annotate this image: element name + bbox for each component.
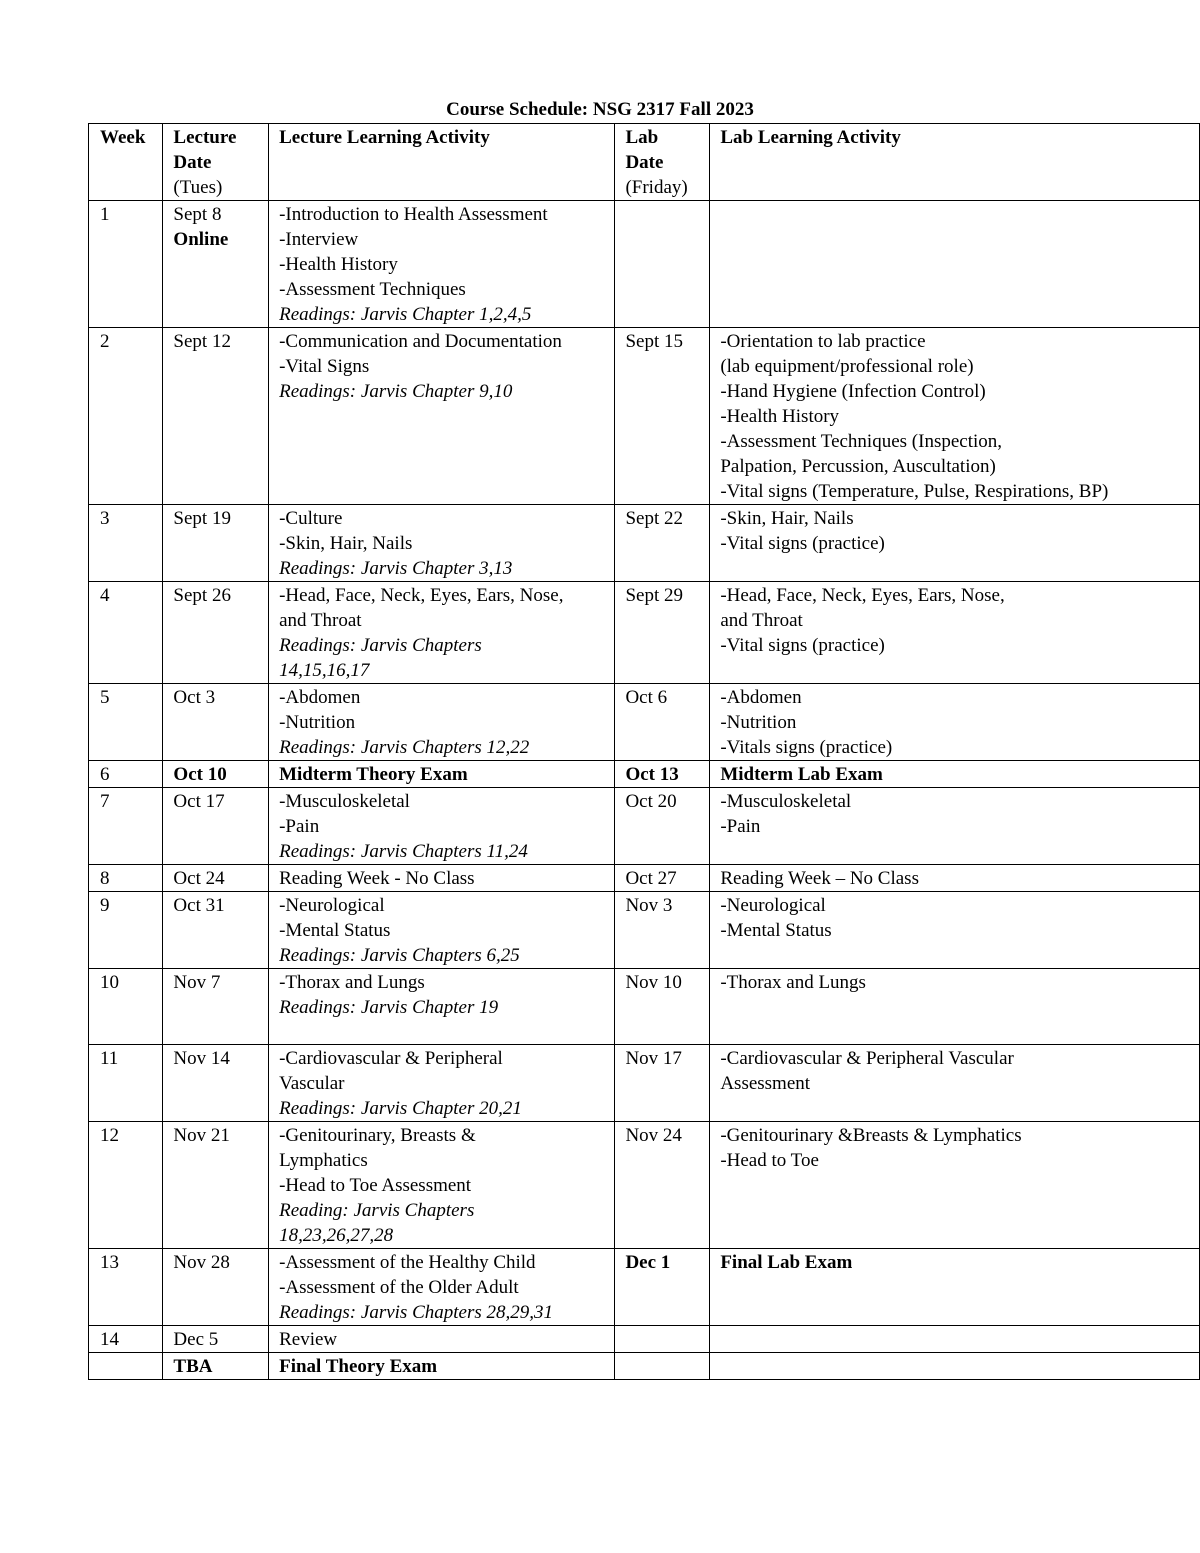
- lecture-date-cell: [163, 1353, 269, 1380]
- lab-activity-line: -Head, Face, Neck, Eyes, Ears, Nose,: [720, 585, 1005, 606]
- lab-activity-cell: [710, 761, 1200, 788]
- week-cell: [89, 892, 163, 969]
- table-row: [89, 788, 1200, 865]
- lecture-date-cell: [163, 582, 269, 684]
- week-number: 8: [100, 868, 110, 889]
- lab-activity-cell: [710, 892, 1200, 969]
- lecture-activity-cell: [269, 328, 615, 505]
- lecture-activity-line: -Nutrition: [279, 712, 356, 733]
- lecture-activity-cell: [269, 892, 615, 969]
- lab-date-line: Oct 6: [625, 687, 668, 708]
- lecture-date-line: Sept 19: [173, 508, 231, 529]
- lecture-date-line: Nov 14: [173, 1048, 230, 1069]
- lecture-activity-line: Reading Week - No Class: [279, 868, 475, 889]
- header-week: [89, 124, 163, 201]
- lecture-activity-line: -Vital Signs: [279, 356, 370, 377]
- lab-activity-line: -Health History: [720, 406, 840, 427]
- table-row: [89, 505, 1200, 582]
- lecture-activity-cell: [269, 582, 615, 684]
- lab-date-cell: [615, 761, 710, 788]
- lecture-date-cell: [163, 1045, 269, 1122]
- week-number: 6: [100, 764, 110, 785]
- table-row: [89, 684, 1200, 761]
- lecture-activity-line: -Assessment Techniques: [279, 279, 466, 300]
- lecture-activity-line: -Pain: [279, 816, 320, 837]
- lab-activity-line: -Nutrition: [720, 712, 797, 733]
- lab-date-line: Sept 22: [625, 508, 683, 529]
- lab-date-cell: [615, 788, 710, 865]
- lab-activity-line: -Skin, Hair, Nails: [720, 508, 854, 529]
- lecture-activity-line: -Neurological: [279, 895, 385, 916]
- lab-date-cell: [615, 328, 710, 505]
- schedule-body: [89, 201, 1200, 1380]
- schedule-table: [88, 123, 1200, 1380]
- lecture-activity-line: Final Theory Exam: [279, 1356, 438, 1377]
- header-lecture-date-line: Date: [173, 152, 212, 173]
- lecture-activity-cell: [269, 788, 615, 865]
- lab-date-cell: [615, 1249, 710, 1326]
- lecture-date-cell: [163, 969, 269, 1045]
- week-cell: [89, 1045, 163, 1122]
- lecture-activity-line: -Introduction to Health Assessment: [279, 204, 548, 225]
- lecture-activity-line: -Health History: [279, 254, 398, 275]
- lab-date-line: Oct 20: [625, 791, 677, 812]
- lecture-activity-cell: [269, 505, 615, 582]
- table-row: [89, 328, 1200, 505]
- lecture-date-line: Online: [173, 229, 229, 250]
- lab-date-line: Nov 3: [625, 895, 673, 916]
- lab-date-line: Sept 29: [625, 585, 683, 606]
- week-number: 5: [100, 687, 110, 708]
- lab-date-cell: [615, 684, 710, 761]
- lab-activity-cell: [710, 969, 1200, 1045]
- lecture-activity-cell: [269, 1353, 615, 1380]
- week-cell: [89, 761, 163, 788]
- lecture-activity-cell: [269, 1122, 615, 1249]
- lecture-activity-line: -Communication and Documentation: [279, 331, 562, 352]
- lecture-activity-line: -Mental Status: [279, 920, 391, 941]
- table-row: [89, 761, 1200, 788]
- header-lab-activity-text: Lab Learning Activity: [720, 127, 901, 148]
- lecture-activity-line: Readings: Jarvis Chapters: [279, 635, 482, 656]
- lab-date-line: Nov 17: [625, 1048, 682, 1069]
- lab-activity-cell: [710, 1353, 1200, 1380]
- lab-activity-cell: [710, 684, 1200, 761]
- lecture-activity-cell: [269, 969, 615, 1045]
- lab-date-line: Nov 24: [625, 1125, 682, 1146]
- lecture-activity-cell: [269, 1045, 615, 1122]
- lecture-activity-line: Readings: Jarvis Chapter 20,21: [279, 1098, 522, 1119]
- lecture-date-line: Oct 24: [173, 868, 225, 889]
- lecture-activity-line: 18,23,26,27,28: [279, 1225, 394, 1246]
- week-number: 4: [100, 585, 110, 606]
- lab-activity-cell: [710, 1122, 1200, 1249]
- lecture-activity-line: 14,15,16,17: [279, 660, 370, 681]
- week-cell: [89, 328, 163, 505]
- lecture-date-line: Nov 21: [173, 1125, 230, 1146]
- lab-activity-line: -Pain: [720, 816, 761, 837]
- header-lab-date-line: (Friday): [625, 177, 688, 198]
- lecture-date-line: Oct 10: [173, 764, 227, 785]
- lab-activity-line: -Vital signs (practice): [720, 533, 885, 554]
- lab-activity-cell: [710, 1249, 1200, 1326]
- lab-activity-cell: [710, 1326, 1200, 1353]
- lab-date-cell: [615, 865, 710, 892]
- lecture-activity-line: Readings: Jarvis Chapters 6,25: [279, 945, 520, 966]
- week-number: 14: [100, 1329, 119, 1350]
- lecture-date-cell: [163, 1122, 269, 1249]
- week-cell: [89, 788, 163, 865]
- lab-activity-line: Palpation, Percussion, Auscultation): [720, 456, 996, 477]
- table-row: [89, 969, 1200, 1045]
- lecture-activity-line: Readings: Jarvis Chapter 9,10: [279, 381, 513, 402]
- lecture-activity-line: -Cardiovascular & Peripheral: [279, 1048, 503, 1069]
- lecture-activity-line: Readings: Jarvis Chapter 3,13: [279, 558, 513, 579]
- lab-date-line: Oct 27: [625, 868, 677, 889]
- header-week-text: Week: [100, 127, 146, 148]
- lecture-activity-cell: [269, 761, 615, 788]
- header-lab-date-line: Date: [625, 152, 664, 173]
- lab-activity-cell: [710, 328, 1200, 505]
- week-cell: [89, 865, 163, 892]
- lab-activity-line: Reading Week – No Class: [720, 868, 919, 889]
- lab-activity-line: -Abdomen: [720, 687, 802, 708]
- header-lecture-activity-text: Lecture Learning Activity: [279, 127, 490, 148]
- table-row: [89, 1353, 1200, 1380]
- header-lecture-activity: [269, 124, 615, 201]
- lecture-activity-cell: [269, 684, 615, 761]
- lab-activity-line: Midterm Lab Exam: [720, 764, 883, 785]
- lab-activity-line: -Vital signs (Temperature, Pulse, Respirations, BP): [720, 481, 1109, 502]
- lecture-date-line: Dec 5: [173, 1329, 219, 1350]
- lecture-activity-cell: [269, 865, 615, 892]
- lab-date-cell: [615, 201, 710, 328]
- lecture-activity-line: Lymphatics: [279, 1150, 368, 1171]
- lab-activity-line: -Hand Hygiene (Infection Control): [720, 381, 986, 402]
- week-number: 9: [100, 895, 110, 916]
- lab-date-cell: [615, 582, 710, 684]
- lab-date-cell: [615, 969, 710, 1045]
- lab-activity-line: Assessment: [720, 1073, 811, 1094]
- week-number: 13: [100, 1252, 119, 1273]
- week-cell: [89, 1122, 163, 1249]
- header-lecture-date-line: (Tues): [173, 177, 223, 198]
- lecture-activity-line: Vascular: [279, 1073, 345, 1094]
- lecture-activity-line: -Musculoskeletal: [279, 791, 410, 812]
- week-cell: [89, 969, 163, 1045]
- header-lab-date-line: Lab: [625, 127, 659, 148]
- lecture-activity-line: Readings: Jarvis Chapters 12,22: [279, 737, 530, 758]
- lecture-activity-line: -Assessment of the Healthy Child: [279, 1252, 536, 1273]
- lecture-date-line: Oct 3: [173, 687, 216, 708]
- lecture-activity-cell: [269, 1249, 615, 1326]
- lecture-activity-line: -Assessment of the Older Adult: [279, 1277, 519, 1298]
- lecture-date-line: Nov 28: [173, 1252, 230, 1273]
- lab-date-cell: [615, 1045, 710, 1122]
- lab-date-line: Oct 13: [625, 764, 679, 785]
- lab-date-line: Nov 10: [625, 972, 682, 993]
- lecture-activity-line: Review: [279, 1329, 338, 1350]
- week-cell: [89, 582, 163, 684]
- lab-activity-line: -Cardiovascular & Peripheral Vascular: [720, 1048, 1014, 1069]
- week-cell: [89, 505, 163, 582]
- lecture-date-line: Sept 26: [173, 585, 231, 606]
- header-lecture-date-line: Lecture: [173, 127, 237, 148]
- table-row: [89, 1326, 1200, 1353]
- lecture-date-cell: [163, 505, 269, 582]
- lab-activity-line: -Genitourinary &Breasts & Lymphatics: [720, 1125, 1022, 1146]
- week-number: 12: [100, 1125, 119, 1146]
- lab-date-cell: [615, 1353, 710, 1380]
- lab-activity-line: -Assessment Techniques (Inspection,: [720, 431, 1003, 452]
- lecture-activity-line: Midterm Theory Exam: [279, 764, 468, 785]
- header-lab-date: [615, 124, 710, 201]
- lecture-activity-line: and Throat: [279, 610, 362, 631]
- lab-activity-line: -Musculoskeletal: [720, 791, 852, 812]
- page-title: Course Schedule: NSG 2317 Fall 2023: [446, 99, 754, 120]
- lecture-activity-cell: [269, 201, 615, 328]
- week-number: 2: [100, 331, 110, 352]
- lab-date-cell: [615, 892, 710, 969]
- lecture-date-line: Sept 8: [173, 204, 222, 225]
- lab-activity-line: (lab equipment/professional role): [720, 356, 974, 377]
- lecture-activity-line: -Head, Face, Neck, Eyes, Ears, Nose,: [279, 585, 564, 606]
- table-row: [89, 892, 1200, 969]
- lecture-activity-line: Readings: Jarvis Chapter 1,2,4,5: [279, 304, 532, 325]
- lab-activity-line: -Vitals signs (practice): [720, 737, 893, 758]
- table-row: [89, 201, 1200, 328]
- lecture-activity-line: -Interview: [279, 229, 359, 250]
- lecture-date-cell: [163, 865, 269, 892]
- week-number: 10: [100, 972, 119, 993]
- lecture-date-line: TBA: [173, 1356, 213, 1377]
- lab-date-line: Sept 15: [625, 331, 683, 352]
- lecture-activity-cell: [269, 1326, 615, 1353]
- week-number: 3: [100, 508, 110, 529]
- lecture-activity-line: -Skin, Hair, Nails: [279, 533, 413, 554]
- lab-date-cell: [615, 505, 710, 582]
- lecture-date-cell: [163, 1326, 269, 1353]
- week-number: 7: [100, 791, 110, 812]
- lab-activity-cell: [710, 505, 1200, 582]
- lab-activity-cell: [710, 582, 1200, 684]
- lab-date-line: Dec 1: [625, 1252, 671, 1273]
- lecture-activity-line: Readings: Jarvis Chapter 19: [279, 997, 499, 1018]
- lecture-activity-line: Readings: Jarvis Chapters 11,24: [279, 841, 528, 862]
- lab-activity-line: -Thorax and Lungs: [720, 972, 866, 993]
- table-row: [89, 582, 1200, 684]
- lecture-activity-line: -Head to Toe Assessment: [279, 1175, 472, 1196]
- lab-date-cell: [615, 1122, 710, 1249]
- lecture-activity-line: -Thorax and Lungs: [279, 972, 425, 993]
- lecture-date-cell: [163, 761, 269, 788]
- table-row: [89, 1249, 1200, 1326]
- lecture-activity-line: Reading: Jarvis Chapters: [279, 1200, 475, 1221]
- lab-activity-line: -Neurological: [720, 895, 826, 916]
- lecture-date-cell: [163, 328, 269, 505]
- week-cell: [89, 201, 163, 328]
- lecture-date-line: Oct 17: [173, 791, 225, 812]
- lab-activity-line: and Throat: [720, 610, 803, 631]
- table-row: [89, 865, 1200, 892]
- lab-activity-line: -Vital signs (practice): [720, 635, 885, 656]
- lab-activity-line: -Orientation to lab practice: [720, 331, 926, 352]
- week-cell: [89, 684, 163, 761]
- table-row: [89, 1122, 1200, 1249]
- lecture-date-cell: [163, 684, 269, 761]
- table-row: [89, 1045, 1200, 1122]
- week-cell: [89, 1326, 163, 1353]
- lab-activity-cell: [710, 201, 1200, 328]
- lab-activity-cell: [710, 865, 1200, 892]
- lecture-activity-line: -Culture: [279, 508, 343, 529]
- lecture-activity-line: Readings: Jarvis Chapters 28,29,31: [279, 1302, 553, 1323]
- lecture-date-cell: [163, 1249, 269, 1326]
- lecture-activity-line: -Genitourinary, Breasts &: [279, 1125, 476, 1146]
- lecture-date-cell: [163, 201, 269, 328]
- week-cell: [89, 1249, 163, 1326]
- lecture-activity-line: -Abdomen: [279, 687, 361, 708]
- lecture-date-line: Sept 12: [173, 331, 231, 352]
- week-number: 1: [100, 204, 110, 225]
- lecture-date-cell: [163, 892, 269, 969]
- header-row: [89, 124, 1200, 201]
- lab-activity-line: -Head to Toe: [720, 1150, 819, 1171]
- week-number: 11: [100, 1048, 119, 1069]
- lab-activity-cell: [710, 1045, 1200, 1122]
- header-lab-activity: [710, 124, 1200, 201]
- lab-activity-cell: [710, 788, 1200, 865]
- lecture-date-cell: [163, 788, 269, 865]
- lab-date-cell: [615, 1326, 710, 1353]
- lab-activity-line: Final Lab Exam: [720, 1252, 853, 1273]
- lecture-date-line: Nov 7: [173, 972, 221, 993]
- header-lecture-date: [163, 124, 269, 201]
- lecture-date-line: Oct 31: [173, 895, 225, 916]
- week-cell: [89, 1353, 163, 1380]
- lab-activity-line: -Mental Status: [720, 920, 832, 941]
